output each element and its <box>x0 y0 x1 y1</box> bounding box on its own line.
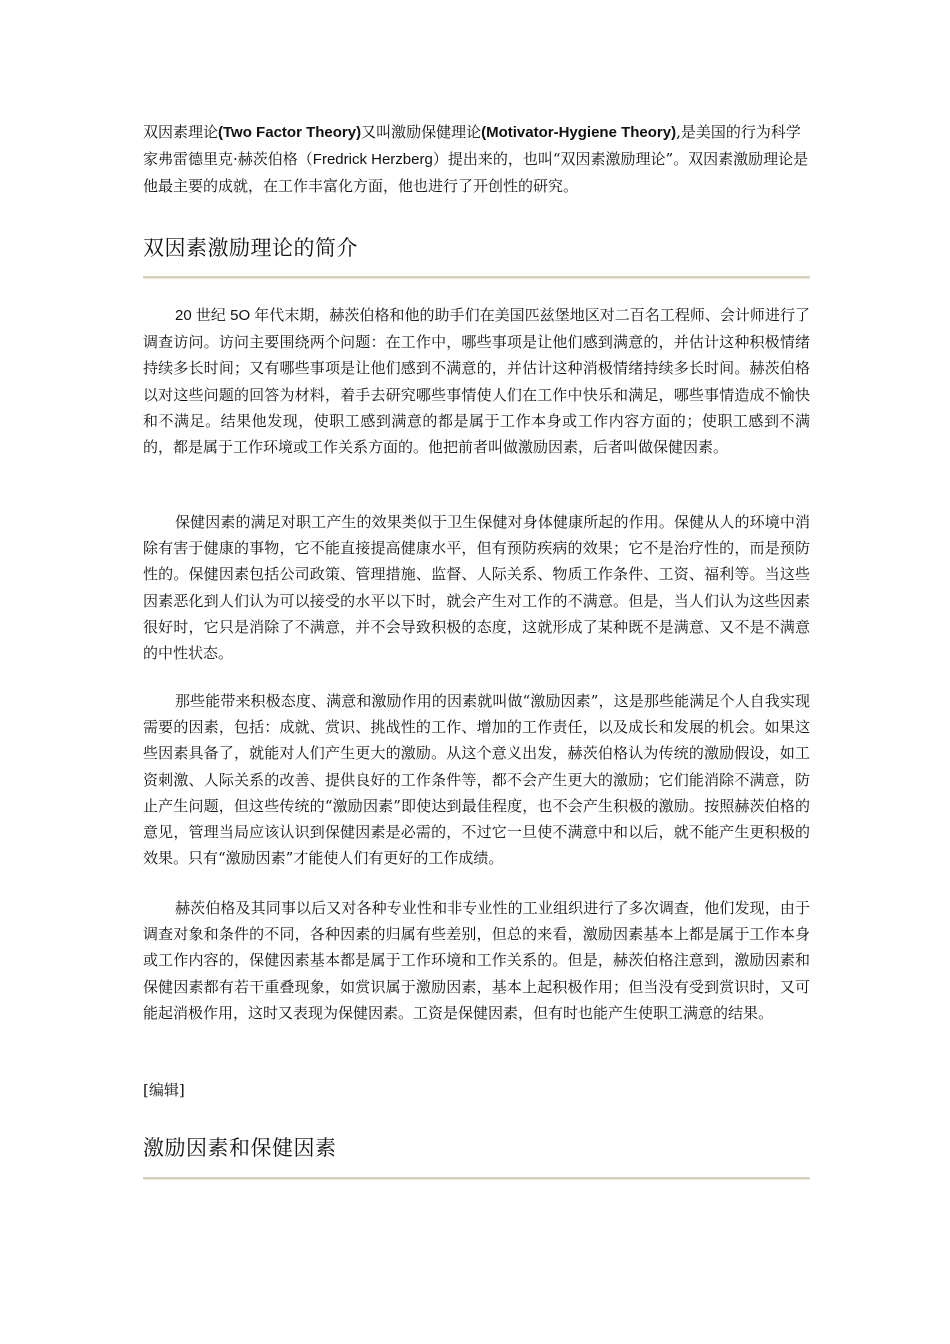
heading-divider <box>143 276 810 279</box>
heading-divider <box>143 1177 810 1180</box>
body-paragraph-hygiene: 保健因素的满足对职工产生的效果类似于卫生保健对身体健康所起的作用。保健从人的环境中消除有害于健康的事物，它不能直接提高健康水平，但有预防疾病的效果；它不是治疗性的，而是预防性的。保健因素包括公司政策、管理措施、监督、人际关系、物质工作条件、工资、福利等。当这些因素恶化到人们认为可以接受的水平以下时，就会产生对工作的不满意。但是，当人们认为这些因素很好时，它只是消除了不满意，并不会导致积极的态度，这就形成了某种既不是满意、又不是不满意的中性状态。 <box>143 513 810 663</box>
section-heading-factors: 激励因素和保健因素 <box>143 1136 337 1160</box>
edit-link[interactable]: [编辑] <box>143 1081 185 1099</box>
paragraph-text: 赫茨伯格和他的助手们在美国匹兹堡地区对二百名工程师、会计师进行了调查访问。访问主要围绕两个问题：在工作中，哪些事项是让他们感到满意的，并估计这种积极情绪持续多长时间；又有哪些事项是让他们感到不满意的，并估计这种消极情绪持续多长时间。赫茨伯格以对这些问题的回答为材料，着手去研究哪些事情使人们在工作中快乐和满足，哪些事情造成不愉快和不满足。结果他发现，使职工感到满意的都是属于工作本身或工作内容方面的；使职工感到不满的，都是属于工作环境或工作关系方面的。他把前者叫做激励因素，后者叫做保健因素。 <box>143 306 810 457</box>
intro-text-3: ,是美国的行为科学家弗雷德里克·赫茨伯格（ <box>143 123 801 168</box>
intro-text-2: 又叫激励保健理论 <box>361 123 482 141</box>
body-paragraph-survey <box>143 302 810 460</box>
paragraph-lead: 20 世纪 5O 年代末期， <box>175 307 330 324</box>
intro-paragraph <box>143 119 810 199</box>
intro-name-herzberg: Fredrick Herzberg <box>312 151 433 168</box>
intro-term-motivator-hygiene: (Motivator-Hygiene Theory) <box>481 124 677 141</box>
body-paragraph-overlap: 赫茨伯格及其同事以后又对各种专业性和非专业性的工业组织进行了多次调查，他们发现，由于调查对象和条件的不同，各种因素的归属有些差别，但总的来看，激励因素基本上都是属于工作本身或工作内容的，保健因素基本都是属于工作环境和工作关系的。但是，赫茨伯格注意到，激励因素和保健因素都有若干重叠现象，如赏识属于激励因素，基本上起积极作用；但当没有受到赏识时，又可能起消极作用，这时又表现为保健因素。工资是保健因素，但有时也能产生使职工满意的结果。 <box>143 899 810 1022</box>
section-heading-intro: 双因素激励理论的简介 <box>143 236 358 260</box>
intro-text-1: 双因素理论 <box>143 123 219 141</box>
intro-term-two-factor: (Two Factor Theory) <box>218 124 362 141</box>
intro-text-4: ）提出来的，也叫“双因素激励理论”。双因素激励理论是他最主要的成就，在工作丰富化方面，他也进行了开创性的研究。 <box>143 150 809 195</box>
body-paragraph-motivators: 那些能带来积极态度、满意和激励作用的因素就叫做“激励因素”，这是那些能满足个人自我实现需要的因素，包括：成就、赏识、挑战性的工作、增加的工作责任，以及成长和发展的机会。如果这些因素具备了，就能对人们产生更大的激励。从这个意义出发，赫茨伯格认为传统的激励假设，如工资刺激、人际关系的改善、提供良好的工作条件等，都不会产生更大的激励；它们能消除不满意，防止产生问题，但这些传统的“激励因素”即使达到最佳程度，也不会产生积极的激励。按照赫茨伯格的意见，管理当局应该认识到保健因素是必需的，不过它一旦使不满意中和以后，就不能产生更积极的效果。只有“激励因素”才能使人们有更好的工作成绩。 <box>143 692 810 868</box>
